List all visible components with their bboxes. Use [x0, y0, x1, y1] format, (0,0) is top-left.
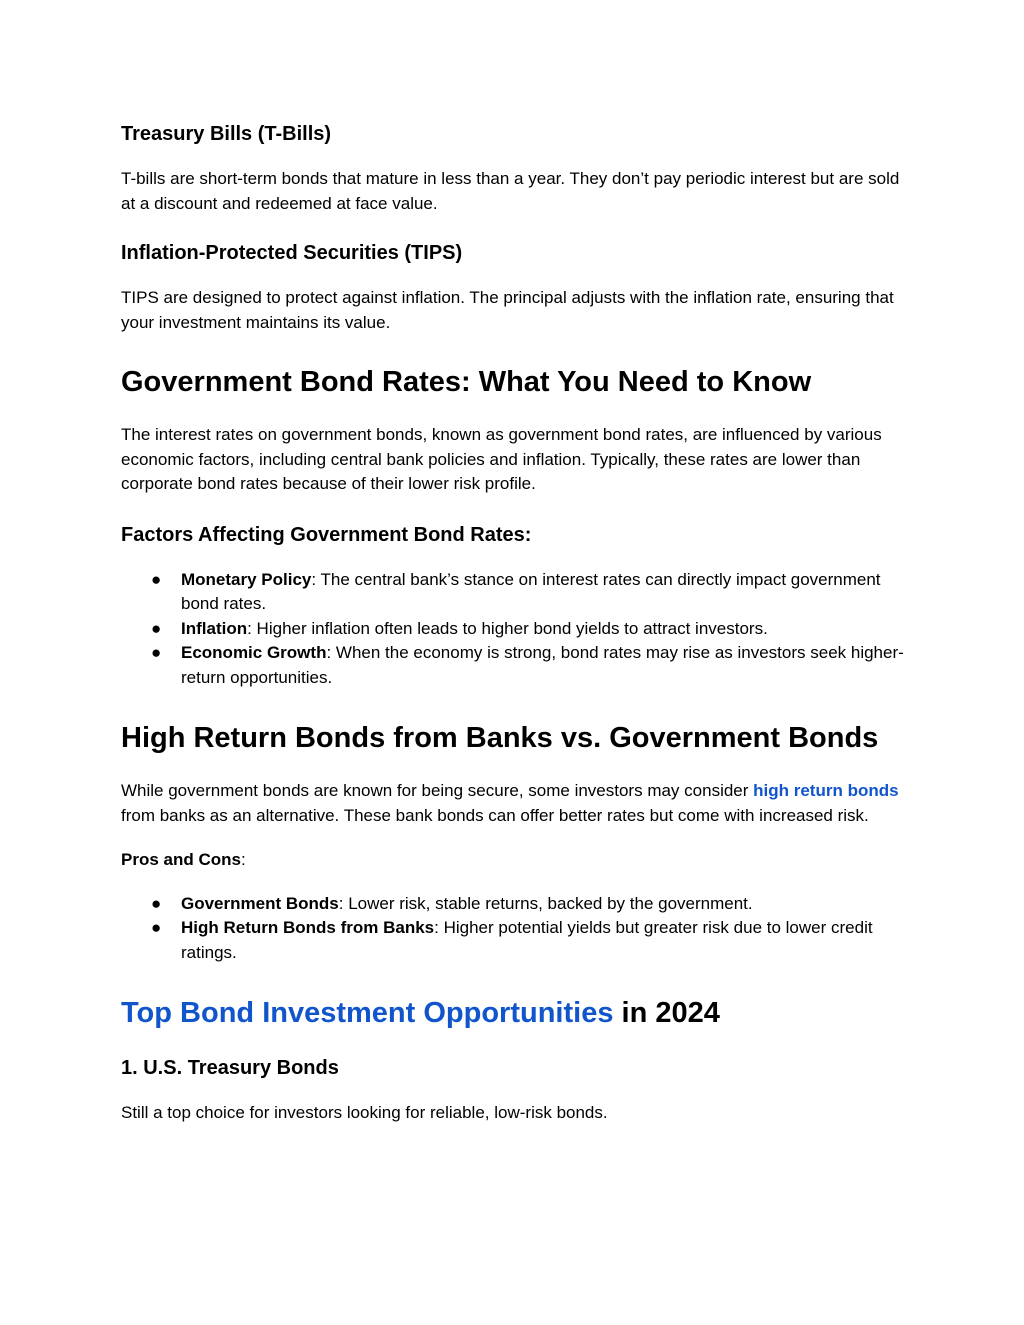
tips-heading: Inflation-Protected Securities (TIPS) — [121, 242, 463, 264]
list-item-term: Government Bonds — [181, 893, 339, 913]
list-item — [121, 568, 911, 617]
factors-list — [121, 568, 911, 691]
list-item — [121, 617, 911, 642]
bullet-icon: ● — [151, 618, 162, 638]
list-item-text: : The central bank’s stance on interest rates can directly impact government bond rates. — [181, 569, 881, 613]
bullet-icon: ● — [151, 893, 162, 913]
top-opportunities-heading-rest: in 2024 — [613, 997, 720, 1029]
factors-heading: Factors Affecting Government Bond Rates: — [121, 523, 532, 546]
list-item-text: : Higher inflation often leads to higher bond yields to attract investors. — [247, 618, 768, 638]
pros-cons-label-text: Pros and Cons — [121, 850, 241, 869]
list-item-term: High Return Bonds from Banks — [181, 918, 435, 937]
bullet-icon: ● — [151, 569, 162, 589]
list-item-term: Inflation — [181, 618, 248, 638]
high-return-text-after: from banks as an alternative. These bank bonds can offer better rates but come with increased risk. — [121, 805, 869, 825]
list-item-term: Economic Growth — [181, 643, 327, 662]
high-return-paragraph — [121, 779, 911, 828]
tbills-paragraph: T-bills are short-term bonds that mature in less than a year. They don’t pay periodic interest but are sold at a discount and redeemed at face value. — [121, 169, 900, 213]
high-return-heading: High Return Bonds from Banks vs. Government Bonds — [121, 722, 879, 754]
list-item-text: : Lower risk, stable returns, backed by the government. — [338, 893, 753, 913]
pros-cons-label — [121, 848, 911, 873]
list-item — [121, 916, 911, 965]
list-item-text: : When the economy is strong, bond rates may rise as investors seek higher-return opportunities. — [181, 643, 904, 687]
high-return-bonds-link[interactable]: high return bonds — [753, 781, 899, 800]
document-content — [121, 121, 911, 1126]
pros-cons-colon: : — [240, 850, 246, 869]
list-item — [121, 641, 911, 690]
bullet-icon: ● — [151, 643, 162, 662]
bullet-icon: ● — [151, 918, 162, 937]
rates-heading: Government Bond Rates: What You Need to Know — [121, 366, 812, 398]
list-item-text: : Higher potential yields but greater risk due to lower credit ratings. — [181, 918, 873, 962]
list-item — [121, 892, 911, 917]
us-treasury-heading: 1. U.S. Treasury Bonds — [121, 1057, 339, 1079]
tbills-heading: Treasury Bills (T-Bills) — [121, 123, 332, 145]
pros-cons-list — [121, 892, 911, 966]
high-return-text-before: While government bonds are known for being secure, some investors may consider — [121, 781, 754, 800]
tips-paragraph: TIPS are designed to protect against inflation. The principal adjusts with the inflation rate, ensuring that your investment maintains its value. — [121, 288, 894, 332]
rates-paragraph: The interest rates on government bonds, known as government bond rates, are influenced by various economic factors, including central bank policies and inflation. Typically, these rates are lower than corporate bond rates because of their lower risk profile. — [121, 425, 882, 493]
top-opportunities-heading — [121, 995, 911, 1031]
list-item-term: Monetary Policy — [181, 569, 312, 589]
us-treasury-paragraph: Still a top choice for investors looking for reliable, low-risk bonds. — [121, 1103, 608, 1122]
top-opportunities-link[interactable]: Top Bond Investment Opportunities — [121, 997, 614, 1029]
